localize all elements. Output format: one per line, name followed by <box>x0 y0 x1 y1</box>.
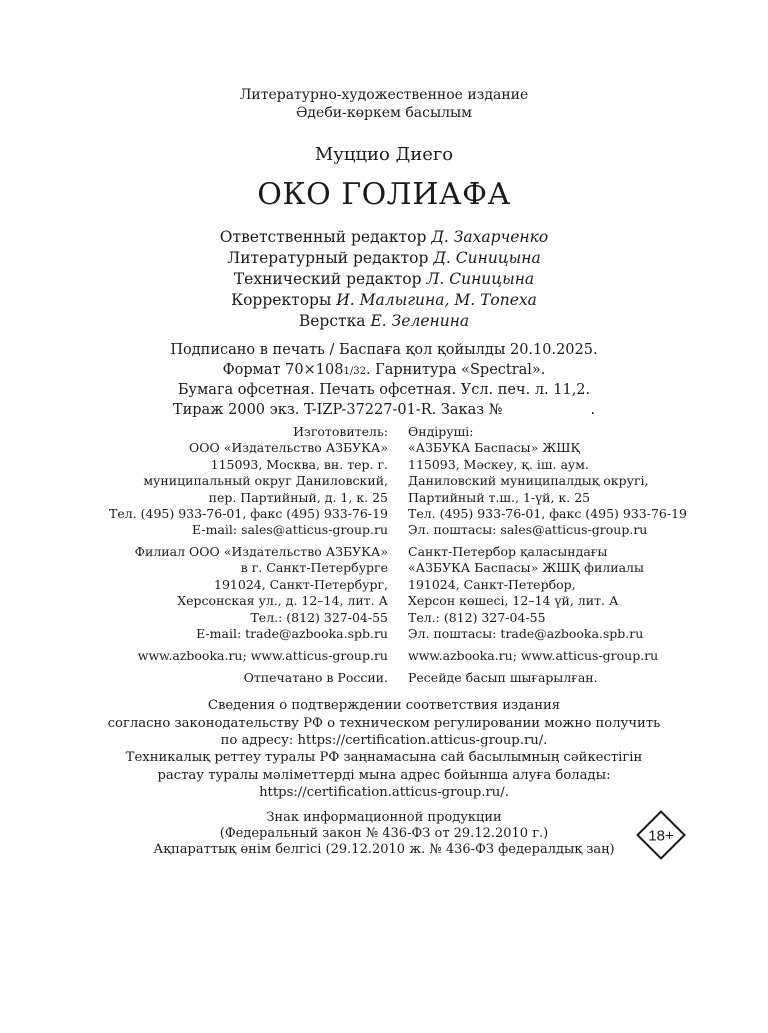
branch-ru <box>135 544 388 642</box>
certification-kz <box>0 749 768 802</box>
address-line: E-mail: sales@atticus-group.ru <box>192 522 388 538</box>
credit-name: И. Малыгина, М. Топеха <box>336 291 537 309</box>
credit-role: Верстка <box>298 312 366 330</box>
address-line: Тел. (495) 933-76-01, факс (495) 933-76-19 <box>408 506 687 522</box>
manufacturer-ru <box>109 424 388 539</box>
signed-to-print: Подписано в печать / Баспаға қол қойылды 20.10.2025. <box>170 342 598 358</box>
address-line: 191024, Санкт-Петербор, <box>408 576 576 592</box>
sign-line: (Федеральный закон № 436-ФЗ от 29.12.2010 г.) <box>219 826 549 841</box>
cert-line: растау туралы мәліметтерді мына адрес бойынша алуға болады: <box>157 767 611 783</box>
age-rating-text: 18+ <box>648 827 674 845</box>
credit-line <box>0 291 768 309</box>
address-line: пер. Партийный, д. 1, к. 25 <box>208 489 388 505</box>
credit-line <box>0 270 768 288</box>
cert-line: Сведения о подтверждении соответствия издания <box>207 698 561 713</box>
address-line: ООО «Издательство АЗБУКА» <box>188 440 388 456</box>
address-line: Тел.: (812) 327-04-55 <box>408 609 546 625</box>
format-prefix: Формат 70×108 <box>222 362 344 378</box>
manufacturer-kz <box>408 424 687 539</box>
address-line: Эл. поштасы: sales@atticus-group.ru <box>408 522 648 538</box>
cert-line: по адресу: https://certification.atticus-group.ru/. <box>220 733 548 748</box>
sign-line: Знак информационной продукции <box>266 810 502 825</box>
cert-line: согласно законодательству РФ о техническом регулировании можно получить <box>107 715 661 731</box>
print-run-line <box>0 402 768 418</box>
credit-line <box>0 228 768 246</box>
edition-type-ru: Литературно-художественное издание <box>239 87 529 103</box>
printed-in-kz: Ресейде басып шығарылған. <box>408 670 598 685</box>
address-line: Филиал ООО «Издательство АЗБУКА» <box>134 544 388 559</box>
edition-type-kz: Әдеби-көркем басылым <box>295 105 473 121</box>
format-fraction: 1/32 <box>343 366 366 377</box>
certification-ru <box>0 697 768 750</box>
cert-line: https://certification.atticus-group.ru/. <box>259 785 509 800</box>
credit-role: Ответственный редактор <box>219 228 427 246</box>
age-rating-badge <box>636 810 686 860</box>
branch-kz <box>408 544 644 642</box>
address-line: Изготовитель: <box>293 424 388 439</box>
format-line <box>0 362 768 378</box>
credit-name: Д. Захарченко <box>431 228 549 246</box>
cert-line: Техникалық реттеу туралы РФ заңнамасына сай басылымның сәйкестігін <box>125 750 643 765</box>
credit-line <box>0 312 768 330</box>
print-run: Тираж 2000 экз. T-IZP-37227-01-R. Заказ № <box>172 402 503 418</box>
address-line: Эл. поштасы: trade@azbooka.spb.ru <box>408 626 644 642</box>
sign-line: Ақпараттық өнім белгісі (29.12.2010 ж. № 436-ФЗ федералдық заң) <box>153 842 615 857</box>
paper-line: Бумага офсетная. Печать офсетная. Усл. печ. л. 11,2. <box>177 382 591 398</box>
credit-role: Литературный редактор <box>227 249 429 267</box>
address-line: 191024, Санкт-Петербург, <box>214 576 388 592</box>
address-line: Херсонская ул., д. 12–14, лит. А <box>177 593 388 609</box>
address-line: муниципальный округ Даниловский, <box>143 473 388 489</box>
printed-in-ru: Отпечатано в России. <box>243 670 388 685</box>
address-line: Өндіруші: <box>408 424 474 439</box>
credit-name: Д. Синицына <box>433 249 541 267</box>
print-run-end: . <box>590 402 596 418</box>
address-line: «АЗБУКА Баспасы» ЖШҚ филиалы <box>408 560 644 576</box>
credit-name: Л. Синицына <box>426 270 535 288</box>
address-line: Даниловский муниципалдық округі, <box>408 473 649 489</box>
credit-role: Технический редактор <box>233 270 422 288</box>
address-line: Херсон көшесі, 12–14 үй, лит. А <box>408 593 619 609</box>
book-title: ОКО ГОЛИАФА <box>257 177 511 212</box>
address-line: Тел. (495) 933-76-01, факс (495) 933-76-19 <box>109 506 388 522</box>
website-kz: www.azbooka.ru; www.atticus-group.ru <box>408 648 659 663</box>
credit-role: Корректоры <box>231 291 332 309</box>
credit-line <box>0 249 768 267</box>
address-line: Санкт-Петербор қаласындағы <box>408 544 608 559</box>
author-name: Муццио Диего <box>314 144 454 165</box>
address-line: 115093, Мәскеу, қ. іш. аум. <box>408 456 589 472</box>
address-line: Партийный т.ш., 1-үй, к. 25 <box>408 489 591 505</box>
address-line: в г. Санкт-Петербурге <box>240 560 388 576</box>
address-line: 115093, Москва, вн. тер. г. <box>210 456 388 472</box>
website-ru: www.azbooka.ru; www.atticus-group.ru <box>137 648 388 663</box>
address-line: E-mail: trade@azbooka.spb.ru <box>196 626 388 642</box>
diamond-icon <box>636 810 686 860</box>
address-line: Тел.: (812) 327-04-55 <box>250 609 388 625</box>
credit-name: Е. Зеленина <box>370 312 470 330</box>
format-suffix: . Гарнитура «Spectral». <box>365 362 546 378</box>
address-line: «АЗБУКА Баспасы» ЖШҚ <box>408 440 581 456</box>
